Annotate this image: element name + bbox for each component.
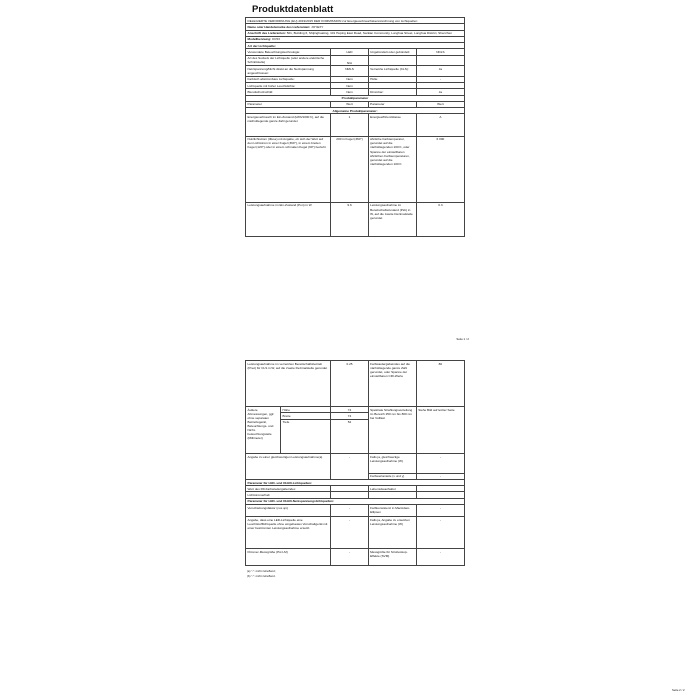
page-title: Produktdatenblatt — [252, 4, 334, 15]
col-param: Parameter — [246, 101, 331, 107]
datasheet-page-2 — [245, 360, 465, 650]
row-label: Farbwiedergabeindex auf die nächstliegende ganze Zahl gerundet, oder Spanne der einstellbaren CRI-Werte — [368, 361, 416, 407]
row-value: - — [416, 505, 464, 517]
table-row — [246, 136, 465, 202]
col-param: Parameter — [368, 101, 416, 107]
dim-width-value: 74 — [331, 413, 368, 419]
regulation-text: DELEGIERTE VERORDNUNG (EU) 2019/2015 DER KOMMISSION zur Energieverbrauchskennzeichnung von Lichtquellen — [246, 18, 465, 24]
row-label: Netzspannung/Nicht direkt an die Netzspannung angeschlossen: — [246, 66, 331, 76]
dim-width-label: Breite — [281, 413, 331, 419]
model-value: KC53 — [272, 37, 280, 42]
row-value: LED — [331, 49, 368, 55]
row-value — [416, 55, 464, 66]
row-label: Hülle: — [368, 76, 416, 82]
col-value: Wert — [331, 101, 368, 107]
supplier-name: JOYEXY — [311, 24, 324, 29]
dim-depth-label: Tiefe — [281, 419, 331, 453]
row-label: Lichtstromerhalt — [246, 492, 331, 498]
supplier-address-label: Anschrift des Lieferanten: — [247, 31, 286, 36]
spectral-value: Siehe Bild auf letzter Seite — [416, 407, 464, 454]
row-label: Lebensdauerfaktor — [368, 486, 416, 492]
dim-height-label: Höhe — [281, 407, 331, 413]
row-value: - — [416, 549, 464, 565]
row-label: Art des Sockels der Lichtquelle (oder andere elektrische Schnittstelle) — [246, 55, 331, 66]
row-label: Leistungsaufnahme im vernetzten Bereitschaftsbetrieb (Pnet) für CLS in W, auf die zweite Dezimalstelle gerundet — [246, 361, 331, 407]
row-value: 0.25 — [331, 361, 368, 407]
row-value: Ja — [416, 89, 464, 95]
table-row — [246, 517, 465, 549]
table-row — [246, 361, 465, 407]
row-value: Nein — [331, 83, 368, 89]
row-label: Vernetzte Lichtquelle (CLS): — [368, 66, 416, 76]
row-value: - — [331, 453, 368, 473]
row-value: 9.6 — [331, 202, 368, 236]
row-value: Ja — [416, 66, 464, 76]
row-value: - — [331, 505, 368, 517]
col-value: Wert — [416, 101, 464, 107]
row-value: Nein — [331, 89, 368, 95]
table-row — [246, 505, 465, 517]
row-value: A — [416, 114, 464, 136]
mains-header: Parameter für LED- und OLED-Netzspannungslichtquellen: — [246, 498, 465, 504]
row-label: Angabe zu einer gleichwertigen Leistungsaufnahme(a) — [246, 453, 331, 473]
page-number-2: Seite 2 / 2 — [672, 688, 685, 692]
row-label: ähnliche Farbtemperatur, gerundet auf die nächstliegenden 100 K, oder Spanne der einstellbaren ähnlichen Farbtemperaturen, gerundet auf die nächstliegenden 100 K — [368, 136, 416, 202]
row-value: NMLS — [331, 66, 368, 76]
row-label — [368, 55, 416, 66]
row-label: Farbwertanteile (x und y) — [368, 473, 416, 479]
row-label: Verschiebungsfaktor (cos φ1) — [246, 505, 331, 517]
light-type-label: Art der Lichtquelle: — [246, 43, 465, 49]
row-label: Leistungsaufnahme im Bereitschaftszustand (Psb) in W, auf die zweite Dezimalstelle gerundet — [368, 202, 416, 236]
row-label: Blendschutzschild: — [246, 89, 331, 95]
model-label: Modellkennung: — [247, 37, 272, 42]
row-value: Nein — [331, 76, 368, 82]
footnote-2: (b) "-": nicht zutreffend. — [247, 573, 276, 578]
spectral-label: Spektrale Strahlungsverteilung im Bereich 250 nm bis 800 nm bei Volllast — [368, 407, 416, 454]
row-value: - — [416, 473, 464, 479]
row-label: Wert des R9-Farbwiedergabeindex — [246, 486, 331, 492]
row-value: N/A — [331, 55, 368, 66]
dims-label: Äußere Abmessungen, ggf. ohne separaten Betriebsgerät, Beleuchtungs- und Nicht-beleuchtungsteile (Millimeter) — [246, 407, 281, 454]
row-label: Farbkonsistenz in MacAdam-Ellipsen — [368, 505, 416, 517]
table-row — [246, 55, 465, 66]
datasheet-table-2 — [245, 360, 465, 566]
table-row — [246, 202, 465, 236]
supplier-name-label: Name oder Handelsmarke des Lieferanten: — [247, 24, 311, 29]
row-label: Ungebündelt oder gebündelt: — [368, 49, 416, 55]
datasheet-page-1 — [245, 4, 469, 341]
row-label: Nutzlichtstrom (Φuse) mit Angabe, ob sich der Wert auf den Lichtstrom in einer Kugel (360°), in einem breiten Kegel (120°) oder in einem schmalen Kegel (90°) bezieht — [246, 136, 331, 202]
row-value: NDLS — [416, 49, 464, 55]
row-label: Energieverbrauch im Ein-Zustand (kWh/1000 h), auf die nächstliegende ganze Zahl gerundet — [246, 114, 331, 136]
row-label: Lichtquelle mit hoher Leuchtdichte: — [246, 83, 331, 89]
row-label: Energieeffizienzklasse — [368, 114, 416, 136]
row-label: Farbisch abstimmbare Lichtquelle: — [246, 76, 331, 82]
row-value: - — [331, 517, 368, 549]
row-value: - — [416, 453, 464, 473]
table-row — [246, 549, 465, 565]
row-value: 6 000 — [416, 136, 464, 202]
dim-depth-value: 52 — [331, 419, 368, 453]
row-label: Dimmbar: — [368, 89, 416, 95]
row-value: 80 — [416, 361, 464, 407]
led-header: Parameter für LED- und OLED-Lichtquellen: — [246, 479, 465, 485]
page-number: Seite 1 / 2 — [456, 337, 469, 341]
supplier-address: 501, Building 6, Shijinghuating, 101 Heping East Road, Sanlian Community, Longhua Street, Longhua District, Shenzhen — [286, 31, 453, 36]
row-label: Leistungsaufnahme im Ein-Zustand (Pon) in W — [246, 202, 331, 236]
table-row — [246, 66, 465, 76]
row-value: - — [331, 549, 368, 565]
params-header: Produktparameter — [246, 95, 465, 101]
row-label: Messgröße für Stroboskop-Effekte (SVM) — [368, 549, 416, 565]
table-row — [246, 453, 465, 473]
footnote-1: (a) "-": nicht zutreffend; — [247, 568, 276, 573]
dim-height-value: 74 — [331, 407, 368, 413]
row-value: 1 — [331, 114, 368, 136]
row-label: Flimmer-Messgröße (Pst LM) — [246, 549, 331, 565]
row-value: 200 in Kugel (360°) — [331, 136, 368, 202]
general-header: Allgemeine Produktparameter: — [246, 108, 465, 114]
table-row — [246, 114, 465, 136]
row-value: 0.3 — [416, 202, 464, 236]
datasheet-table-1 — [245, 17, 465, 237]
row-label: Angabe, dass eine LED-Lichtquelle eine Leuchtstofflichtquelle ohne eingebautes Vorschaltgerät mit einer bestimmten Leistungsaufnahme ersetzt. — [246, 517, 331, 549]
row-label: Falls ja, Angabe zu ersetzten Leistungsaufnahme (W) — [368, 517, 416, 549]
row-value: - — [416, 517, 464, 549]
row-value: - — [416, 76, 464, 82]
row-label: Falls ja, gleichwertige Leistungsaufnahme (W) — [368, 453, 416, 473]
row-label: Verwendete Beleuchtungstechnologie: — [246, 49, 331, 55]
